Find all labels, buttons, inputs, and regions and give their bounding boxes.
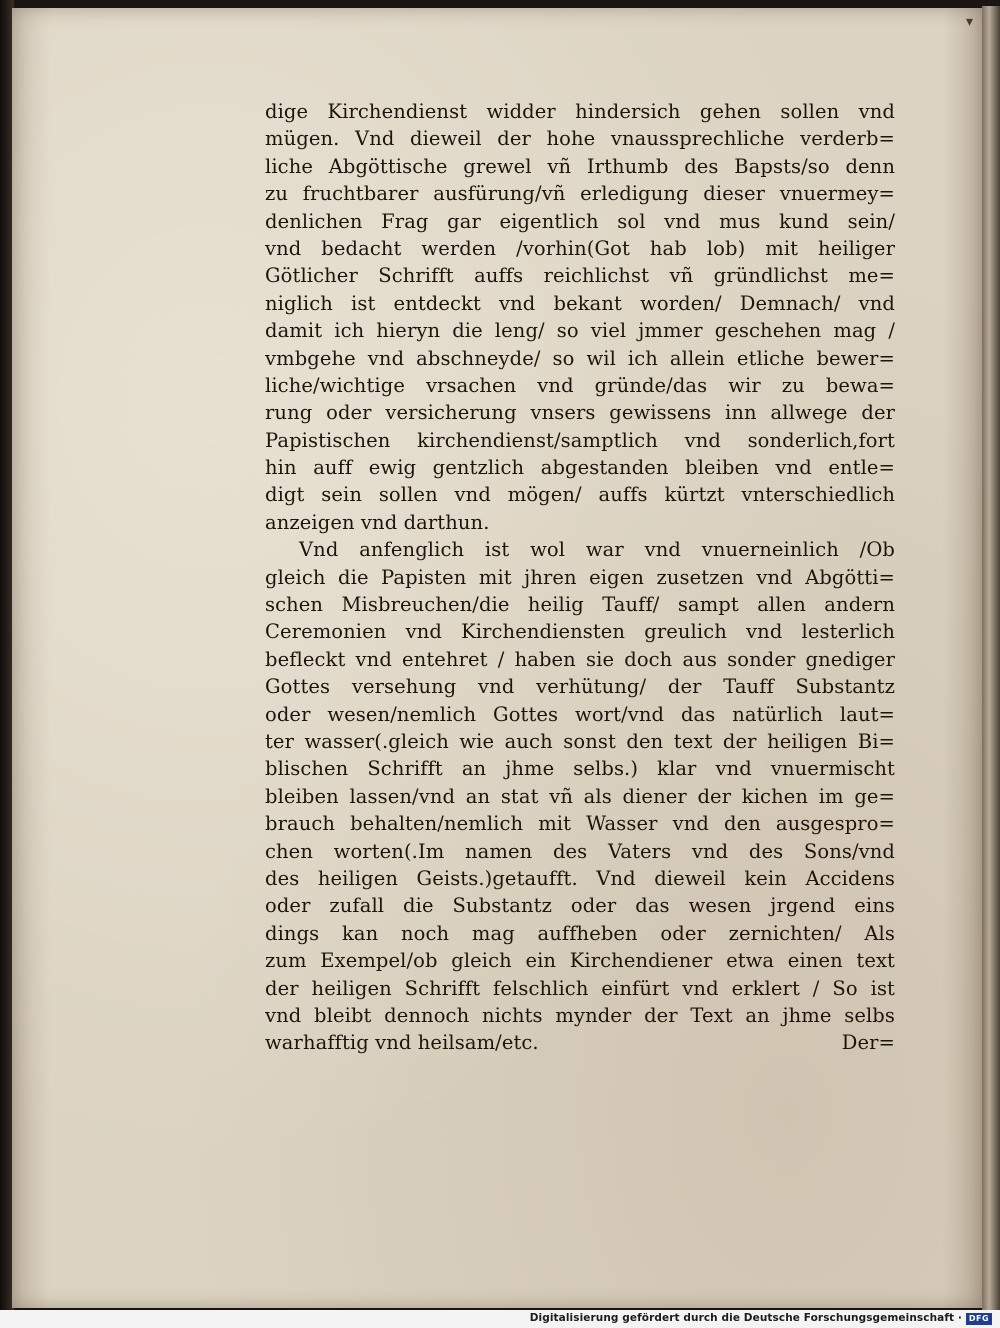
text-line: vnd bleibt dennoch nichts mynder der Text an jhme selbs [265,1003,895,1027]
text-line: ter wasser(.gleich wie auch sonst den text der heiligen Bi= [265,729,895,753]
text-line: brauch behalten/nemlich mit Wasser vnd den ausgespro= [265,812,895,836]
text-line: vnd bedacht werden /vorhin(Got hab lob) mit heiliger [265,236,895,260]
text-line: warhafftig vnd heilsam/etc. [265,1031,539,1055]
text-line: damit ich hieryn die leng/ so viel jmmer geschehen mag / [265,319,895,343]
text-line: digt sein sollen vnd mögen/ auffs kürtzt vnterschiedlich [265,483,895,507]
text-line: Ceremonien vnd Kirchendiensten greulich vnd lesterlich [265,620,895,644]
text-line: Gottes versehung vnd verhütung/ der Tauff Substantz [265,675,895,699]
text-line: befleckt vnd entehret / haben sie doch aus sonder gnediger [265,647,895,671]
text-line: hin auff ewig gentzlich abgestanden bleiben vnd entle= [265,456,895,480]
text-block [265,98,895,1057]
dfg-logo: DFG [966,1313,992,1325]
text-line: oder wesen/nemlich Gottes wort/vnd das natürlich laut= [265,702,895,726]
text-line: gleich die Papisten mit jhren eigen zusetzen vnd Abgötti= [265,565,895,589]
text-line: schen Misbreuchen/die heilig Tauff/ sampt allen andern [265,593,895,617]
footer-credit: Digitalisierung gefördert durch die Deutsche Forschungsgemeinschaft · [529,1312,962,1324]
text-line: vmbgehe vnd abschneyde/ so wil ich allein etliche bewer= [265,346,895,370]
paragraph-start-line: Vnd anfenglich ist wol war vnd vnuerneinlich /Ob [299,538,895,562]
text-line: mügen. Vnd dieweil der hohe vnaussprechliche verderb= [265,127,895,151]
text-line: oder zufall die Substantz oder das wesen jrgend eins [265,894,895,918]
text-line: des heiligen Geists.)getaufft. Vnd dieweil kein Accidens [265,866,895,890]
text-line: blischen Schrifft an jhme selbs.) klar vnd vnuermischt [265,757,895,781]
text-line: liche/wichtige vrsachen vnd gründe/das wir zu bewa= [265,373,895,397]
text-line: anzeigen vnd darthun. [265,510,490,534]
text-line: Götlicher Schrifft auffs reichlichst vñ gründlichst me= [265,264,895,288]
text-line: niglich ist entdeckt vnd bekant worden/ Demnach/ vnd [265,291,895,315]
text-line: zum Exempel/ob gleich ein Kirchendiener etwa einen text [265,949,895,973]
corner-mark: ▾ [966,14,974,30]
text-line: bleiben lassen/vnd an stat vñ als diener der kichen im ge= [265,784,895,808]
text-line: dige Kirchendienst widder hindersich gehen sollen vnd [265,100,895,123]
page-edge [982,6,1000,1310]
final-line [265,1029,895,1056]
text-line: denlichen Frag gar eigentlich sol vnd mus kund sein/ [265,209,895,233]
text-line: Papistischen kirchendienst/samptlich vnd sonderlich,fort [265,428,895,452]
text-line: zu fruchtbarer ausfürung/vñ erledigung dieser vnuermey= [265,182,895,206]
text-line: rung oder versicherung vnsers gewissens inn allwege der [265,401,895,425]
text-line: liche Abgöttische grewel vñ Irthumb des Bapsts/so denn [265,154,895,178]
text-line: chen worten(.Im namen des Vaters vnd des Sons/vnd [265,839,895,863]
footer-bar [0,1310,1000,1328]
text-line: dings kan noch mag auffheben oder zernichten/ Als [265,921,895,945]
text-line: der heiligen Schrifft felschlich einfürt vnd erklert / So ist [265,976,895,1000]
catchword: Der= [841,1031,895,1055]
